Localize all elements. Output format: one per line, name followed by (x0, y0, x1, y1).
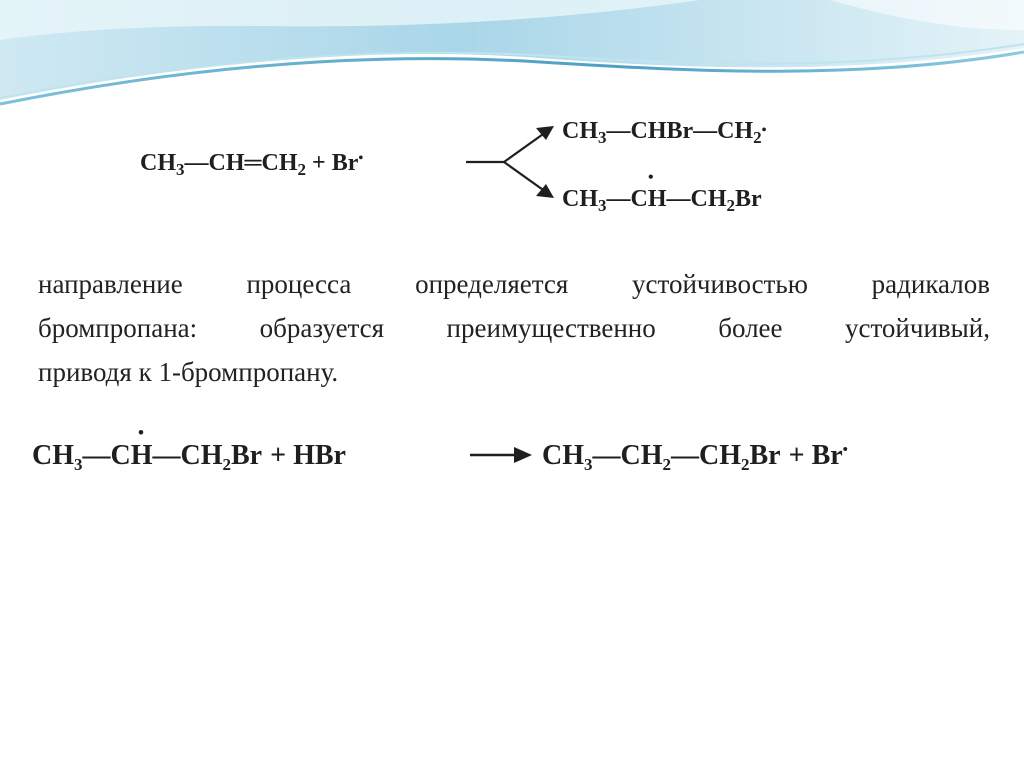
reaction-1-product-lower: $CH_3—CH—CH_2Br$ (562, 186, 762, 215)
reaction-2-reactants: $CH_3—CH—CH_2Br$ + HBr (32, 440, 346, 474)
reaction-1-branch-arrows (466, 132, 546, 192)
paragraph-line-2: бромпропана: образуется преимущественно более устойчивый, (38, 313, 990, 343)
paragraph-line-3: приводя к 1-бромпропану. (38, 357, 339, 387)
reaction-1-product-upper: $CH_3—CHBr—CH_2^•$ (562, 118, 767, 147)
reaction-1-scheme (0, 0, 1024, 240)
paragraph-line-1: направление процесса определяется устойчивостью радикалов (38, 269, 990, 299)
reaction-2-products: $CH_3—CH_2—CH_2Br + Br^•$ (542, 440, 848, 474)
explanation-paragraph (38, 262, 990, 394)
reaction-2-arrow (470, 447, 532, 463)
reaction-1-reactants: $CH_3—CH═CH_2 + Br^•$ (140, 150, 364, 179)
radical-dot-reaction-2: • (138, 423, 144, 442)
radical-dot-lower-product: • (648, 169, 654, 186)
